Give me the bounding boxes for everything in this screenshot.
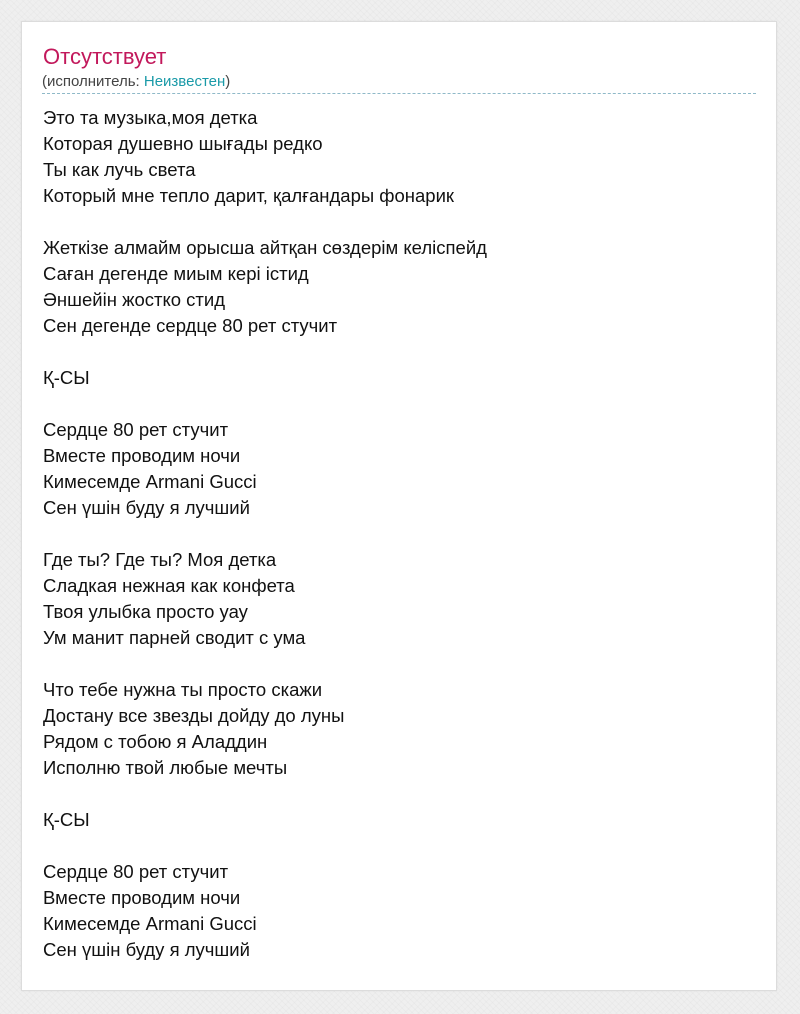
lyric-line: Это та музыка,моя детка	[43, 107, 258, 128]
lyric-line: Сердце 80 рет стучит	[43, 419, 229, 440]
lyric-line: Вместе проводим ночи	[43, 887, 241, 908]
lyric-line: Ты как лучь света	[43, 159, 196, 180]
lyric-line: Что тебе нужна ты просто скажи	[43, 679, 323, 700]
lyric-line: Әншейін жостко стид	[43, 289, 226, 310]
lyric-line: Ум манит парней сводит с ума	[43, 627, 306, 648]
lyric-line: Сен үшін буду я лучший	[43, 497, 250, 518]
lyric-line: Твоя улыбка просто уау	[43, 601, 248, 622]
lyric-line: Сладкая нежная как конфета	[43, 575, 295, 596]
performer-link[interactable]: Неизвестен	[143, 73, 226, 90]
lyric-blank-line	[43, 209, 763, 235]
lyric-line: Исполню твой любые мечты	[43, 757, 288, 778]
lyric-line: Жеткізе алмайм орысша айтқан сөздерім келіспейд	[43, 237, 487, 258]
lyric-blank-line	[43, 391, 763, 417]
lyric-line: Сердце 80 рет стучит	[43, 861, 229, 882]
lyric-line: Қ-СЫ	[43, 367, 90, 388]
lyric-line: Қ-СЫ	[43, 809, 90, 830]
lyric-blank-line	[43, 521, 763, 547]
lyrics-body	[43, 105, 763, 963]
lyric-line: Достану все звезды дойду до луны	[43, 705, 345, 726]
performer-suffix: )	[225, 73, 231, 90]
lyric-blank-line	[43, 651, 763, 677]
lyric-line: Где ты? Где ты? Моя детка	[43, 549, 277, 570]
performer-info	[42, 72, 230, 92]
song-title: Отсутствует	[43, 44, 167, 69]
lyric-line: Саған дегенде миым кері істид	[43, 263, 309, 284]
lyric-line: Рядом с тобою я Аладдин	[43, 731, 268, 752]
lyric-line: Которая душевно шығады редко	[43, 133, 323, 154]
lyric-line: Кимесемде Armani Gucci	[43, 471, 257, 492]
lyrics-card	[21, 21, 777, 991]
lyric-blank-line	[43, 339, 763, 365]
lyric-line: Сен үшін буду я лучший	[43, 939, 250, 960]
lyric-line: Вместе проводим ночи	[43, 445, 241, 466]
lyric-line: Который мне тепло дарит, қалғандары фонарик	[43, 185, 455, 206]
lyric-line: Кимесемде Armani Gucci	[43, 913, 257, 934]
lyric-blank-line	[43, 833, 763, 859]
lyric-line: Сен дегенде сердце 80 рет стучит	[43, 315, 338, 336]
lyric-blank-line	[43, 781, 763, 807]
performer-prefix: (исполнитель:	[42, 73, 144, 90]
header-divider	[42, 93, 756, 94]
